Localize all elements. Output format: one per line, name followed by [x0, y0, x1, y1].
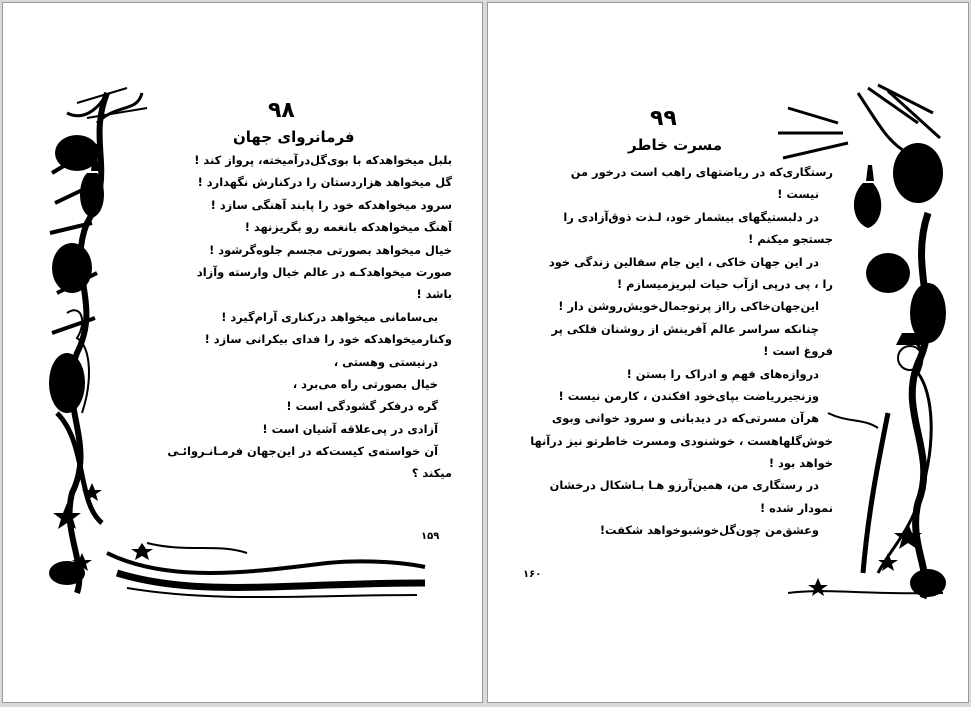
poem-title: فرمانروای جهان [233, 128, 355, 146]
poem-line: این‌جهان‌خاکی رااز پرتوجمال‌خویش‌روشن دار ! [558, 299, 819, 314]
poem-line: نمودار شده ! [760, 500, 833, 515]
poem-line: نیست ! [777, 187, 819, 202]
page-folio: ۱۵۹ [421, 531, 440, 542]
poem-line: میکند ؟ [411, 466, 452, 481]
poem-line: گره درفکر گشودگی است ! [286, 399, 438, 414]
poem-line: آن خواسته‌ی کیست‌که در این‌جهان فرمـانـروائـی [167, 444, 438, 459]
poem-line: خواهد بود ! [768, 456, 833, 471]
poem-line: را ، پی درپی ازآب حیات لبریزمیسازم ! [617, 276, 833, 291]
poem-body [503, 161, 833, 542]
poem-line: آزادی در پی‌علاقه آشیان است ! [262, 421, 438, 436]
poem-line: وزنجیرریاضت بپای‌خود افکندن ، کارمن نیست ! [558, 388, 819, 403]
poem-line: خیال بصورتی راه می‌برد ، [292, 376, 438, 391]
left-page [2, 2, 483, 703]
poem-line: فروغ است ! [763, 344, 833, 359]
poem-line: خیال میخواهد بصورتی مجسم جلوه‌گرشود ! [209, 242, 452, 257]
poem-line: در این جهان خاکی ، این جام سفالین زندگی خود [548, 254, 819, 269]
poem-line: جستجو میکنم ! [748, 232, 833, 247]
poem-line: رستگاری‌که در ریاضتهای راهب است درخور من [570, 165, 833, 179]
poem-line: آهنگ میخواهدکه بانغمه رو بگریزنهد ! [244, 220, 452, 235]
poem-line: در دلبستیگهای بیشمار خود، لـذت ذوق‌آزادی را [563, 209, 819, 224]
poem-line: هرآن مسرتی‌که در دیدبانی و سرود خوانی وبوی [551, 411, 819, 426]
poem-line: باشد ! [416, 287, 452, 302]
poem-line: صورت میخواهدکـه در عالم خیال وارسته وآزاد [196, 264, 452, 279]
poem-line: چنانکه سراسر عالم آفرینش از روشنان فلکی پر [551, 321, 819, 336]
page-folio: ۱۶۰ [523, 569, 542, 580]
poem-number: ۹۸ [268, 98, 295, 123]
poem-line: وعشق‌من چون‌گل‌خوشبوخواهد شکفت! [599, 523, 819, 538]
poem-line: دروازه‌های فهم و ادراک را بستن ! [626, 366, 819, 381]
poem-number: ۹۹ [650, 106, 677, 131]
poem-line: وکنارمیخواهدکه خود را فدای بیکرانی سازد ! [204, 332, 452, 347]
poem-line: گل میخواهد هزاردستان را درکنارش نگهدارد ! [197, 175, 452, 190]
poem-line: در رستگاری من، همین‌آرزو هـا بـاشکال درخشان [549, 478, 819, 493]
poem-line: سرود میخواهدکه خود را پابند آهنگی سازد ! [210, 197, 452, 212]
poem-line: درنیستی وهستی ، [333, 354, 438, 369]
poem-title: مسرت خاطر [628, 136, 723, 154]
right-page [487, 2, 969, 703]
poem-line: خوش‌گلهاهست ، خوشنودی ومسرت خاطرتو نیز درآنها [530, 433, 833, 448]
poem-line: بی‌سامانی میخواهد درکناری آرام‌گیرد ! [221, 309, 438, 324]
poem-body [122, 149, 452, 485]
poem-line: بلبل میخواهدکه با بوی‌گل‌درآمیخته، پرواز کند ! [194, 153, 452, 167]
